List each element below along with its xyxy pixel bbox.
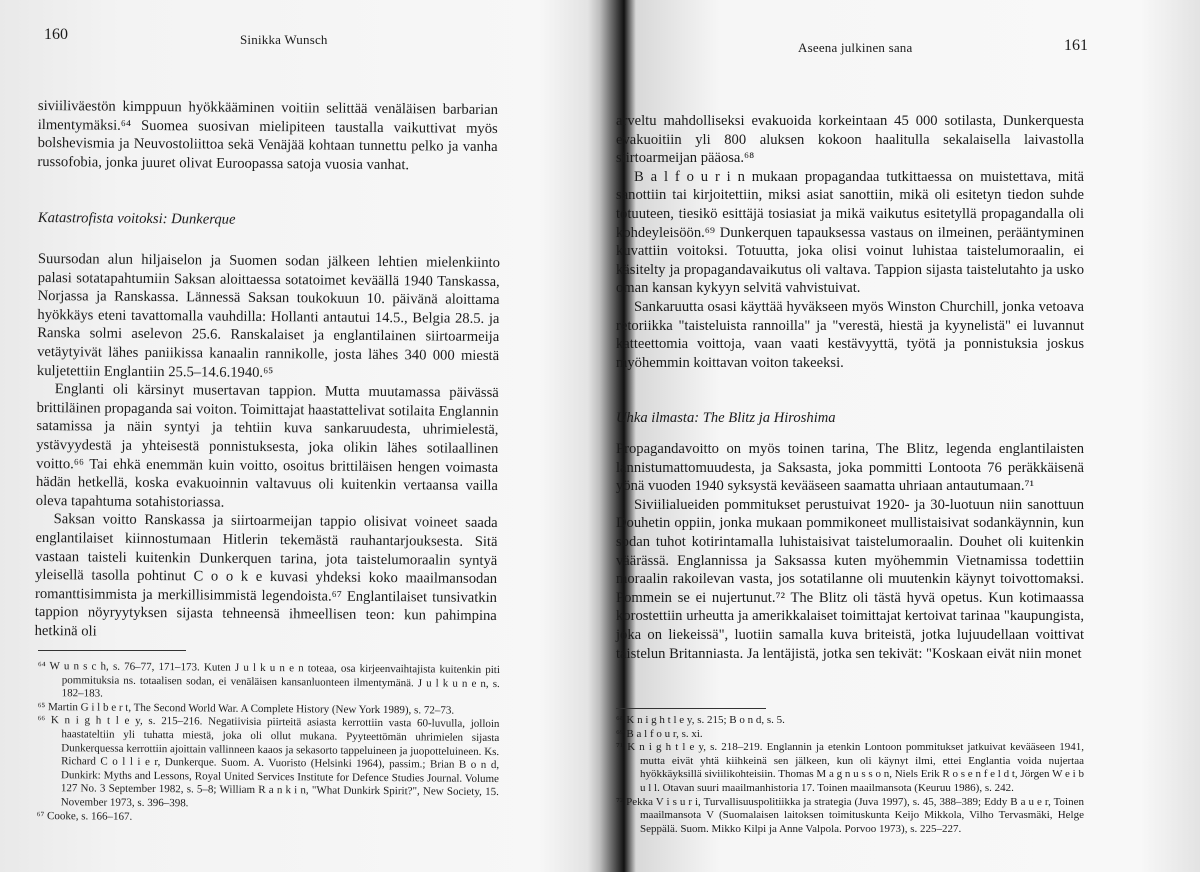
section-heading: Uhka ilmasta: The Blitz ja Hiroshima	[616, 410, 836, 426]
footnotes	[616, 714, 1084, 836]
running-head: Aseena julkinen sana	[798, 40, 913, 55]
section-heading: Katastrofista voitoksi: Dunkerque	[37, 210, 236, 228]
right-page	[560, 0, 1200, 872]
paragraph: Siviilialueiden pommitukset perustuivat 1920- ja 30-luotuun niin sanottuun Douhetin oppiin, jonka mukaan pommikoneet mullistaisivat sodankäynnin, kun sodan tuhot kotirintamalla luhistaisivat taistelumoraalin. Douhet oli kuitenkin väärässä. Englannissa ja Saksassa kuten myöhemmin Vietnamissa todettiin moraalin rakoilevan vasta, jos sotatilanne oli muutenkin käynyt toivottomaksi. Pommein se ei nujertunut.⁷² The Blitz oli tästä hyvä opetus. Kun kotimaassa korostettiin urheutta ja amerikkalaiset toimittajat kertoivat tarinaa "kaupungista, joka on liekeissä", luotiin samalla kuva briteistä, jotka lujuudellaan voittivat taistelun Britanniasta. Ja lentäjistä, jotka sen tekivät: "Koskaan eivät niin monet	[616, 496, 1084, 662]
page-number: 160	[44, 26, 68, 43]
footnote: ⁶⁴ W u n s c h, s. 76–77, 171–173. Kuten J u l k u n e n toteaa, osa kirjeenvaihtajista kuitenkin piti pommituksia ns. totaalisen sodan, ei venäläisen kansanluonteen ilmentymänä. J u l k u n e n, s. 182–183.	[37, 660, 500, 700]
paragraph: Saksan voitto Ranskassa ja siirtoarmeijan tappio olisivat voineet saada englantilaiset kiinnostumaan Hitlerin tekemästä rauhantarjouksesta. Sitä vastaan taisteli kuitenkin Dunkerquen tarina, jota taistelumoraalin syntyä yleisellä tasolla pohtinut C o o k e kuvasi yhdeksi koko maailmansodan romanttisimmista ja merkillisimmistä legendoista.⁶⁷ Englantilaiset tunsivatkin tappion nöyryytyksen sijasta tehneensä ihmeellisen teon: kun pahimpina hetkinä oli	[34, 511, 498, 640]
paragraph: Englanti oli kärsinyt musertavan tappion. Mutta muutamassa päivässä brittiläinen propaganda sai voiton. Toimittajat haastattelivat sotilaita Englannin satamissa ja näin syntyi ja tehtiin kuva sankaruudesta, uhrimielestä, ystävyydestä ja yhteisestä ponnistuksesta, joka olikin lähes sotilaallinen voitto.⁶⁶ Tai ehkä enemmän kuin voitto, osoitus brittiläisen hengen voimasta hädän hetkellä, koska evakuoinnin valtavuus oli kuitenkin vertaansa vailla oleva tapahtuma sotahistoriassa.	[35, 381, 499, 511]
paragraph: Sankaruutta osasi käyttää hyväkseen myös Winston Churchill, jonka vetoava retoriikka "taisteluista rannoilla" ja "verestä, hiestä ja kyynelistä" ei luvannut katteettomia voittoja, vaan vaati kestävyyttä, työtä ja ponnistuksia joskus myöhemmin koittavan voiton takeeksi.	[616, 298, 1084, 371]
running-head: Sinikka Wunsch	[240, 32, 328, 47]
paragraph: siviiliväestön kimppuun hyökkääminen voitiin selittää venäläisen barbarian ilmentymäksi.⁶⁴ Suomea suosivan mielipiteen taustalla vaikuttivat myös bolshevismia ja Neuvostoliittoa sekä Venäjää kohtaan tunnettu pelko ja vanha russofobia, jonka juuret olivat Euroopassa satoja vuosia vanhat.	[37, 97, 498, 174]
footnote: ⁶⁷ Cooke, s. 166–167.	[36, 809, 133, 823]
paragraph: Propagandavoitto on myös toinen tarina, The Blitz, legenda englantilaisten lannistumattomuudesta, ja Saksasta, joka pommitti Lontoota 76 peräkkäisenä yönä vuoden 1940 syksystä kevääseen saamatta uhriaan antautumaan.⁷¹	[616, 441, 1084, 495]
footnote: ⁶⁸ K n i g h t l e y, s. 215; B o n d, s. 5.	[616, 714, 785, 726]
footnote: ⁶⁹ B a l f o u r, s. xi.	[616, 727, 703, 740]
paragraph: Suursodan alun hiljaiselon ja Suomen sodan jälkeen lehtien mielenkiinto palasi sotatapahtumiin Saksan aloittaessa sotatoimet keväällä 1940 Tanskassa, Norjassa ja Ranskassa. Lännessä Saksan toukokuun 10. päivänä aloittama hyökkäys eteni tavattomalla vauhdilla: Hollanti antautui 14.5., Belgia 28.5. ja Ranska solmi aselevon 25.6. Ranskalaiset ja englantilainen siirtoarmeija vetäytyivät lähes paniikissa kanaalin rannikolle, josta lähes 340 000 miestä kuljetettiin Englantiin 25.5–14.6.1940.⁶⁵	[36, 250, 500, 381]
footnote-rule	[616, 708, 766, 709]
body-text	[616, 112, 1084, 372]
paragraph: B a l f o u r i n mukaan propagandaa tutkittaessa on muistettava, mitä sanottiin tai kirjoitettiin, miksi asiat sanottiin, mikä oli esitetyn tiedon suhde totuuteen, tiesikö esittäjä tosiasiat ja mikä vaikutus esitetyllä propagandalla oli kohdeyleisöön.⁶⁹ Dunkerquen tapauksessa vastaus on ilmeinen, perääntyminen kuvattiin voitoksi. Totuutta, joka olisi voinut luhistaa taistelumoraalin, ei käsitelty ja propagandavaikutus oli valtava. Tappion sijasta taistelutahto ja usko oman kansan kykyyn selvitä vahvistuivat.	[616, 168, 1084, 297]
paragraph: arveltu mahdolliseksi evakuoida korkeintaan 45 000 sotilasta, Dunkerquesta evakuoitiin yli 800 aluksen kokoon haalitulla sekalaisella laivastolla siirtoarmeijan pääosa.⁶⁸	[616, 113, 1084, 167]
footnotes	[37, 660, 500, 827]
body-text	[616, 440, 1084, 663]
body-text	[35, 250, 500, 644]
footnote: ⁷¹ K n i g h t l e y, s. 218–219. Englannin ja etenkin Lontoon pommitukset jatkuivat kevääseen 1941, mutta eivät yhtä kiihkeinä sen jälkeen, kun oli käynyt ilmi, ettei Englantia voida nujertaa hyökkäyksillä siviilikohteisiin. Thomas M a g n u s s o n, Niels Erik R o s e n f e l d t, Jörgen W e i b u l l. Otavan suuri maailmanhistoria 17. Toinen maailmansota (Keuruu 1986), s. 242.	[616, 741, 1084, 794]
footnote-rule	[38, 650, 186, 651]
left-page	[0, 0, 550, 872]
footnote: ⁶⁵ Martin G i l b e r t, The Second World War. A Complete History (New York 1989), s. 72–73.	[37, 700, 455, 717]
footnote: ⁷² Pekka V i s u r i, Turvallisuuspolitiikka ja strategia (Juva 1997), s. 45, 388–389; Eddy B a u e r, Toinen maailmansota V (Suomalaisen laitoksen toimituskunta Keijo Mikkola, Vilho Tervasmäki, Helge Seppälä. Suom. Mikko Kilpi ja Anne Valpola. Porvoo 1973), s. 225–227.	[616, 795, 1084, 835]
body-text	[37, 97, 498, 175]
footnote: ⁶⁶ K n i g h t l e y, s. 215–216. Negatiivisia piirteitä asiasta kerrottiin vasta 60-luvulla, jolloin haastateltiin yli tuhatta miestä, joka oli ollut mukana. Pyyteettömän uhrimielen sijasta Dunkerquessa kerrottiin ajoittain vallinneen kaaos ja sekasorto tappeluineen ja juopotteluineen. Ks. Richard C o l l i e r, Dunkerque. Suom. A. Vuoristo (Helsinki 1964), passim.; Brian B o n d, Dunkirk: Myths and Lessons, Royal United Services Institute for Defence Studies Journal. Volume 127 No. 3 September 1982, s. 5–8; William R a n k i n, "What Dunkirk Spirit?", New Society, 15. November 1973, s. 396–398.	[37, 714, 500, 810]
page-number: 161	[1064, 37, 1088, 54]
